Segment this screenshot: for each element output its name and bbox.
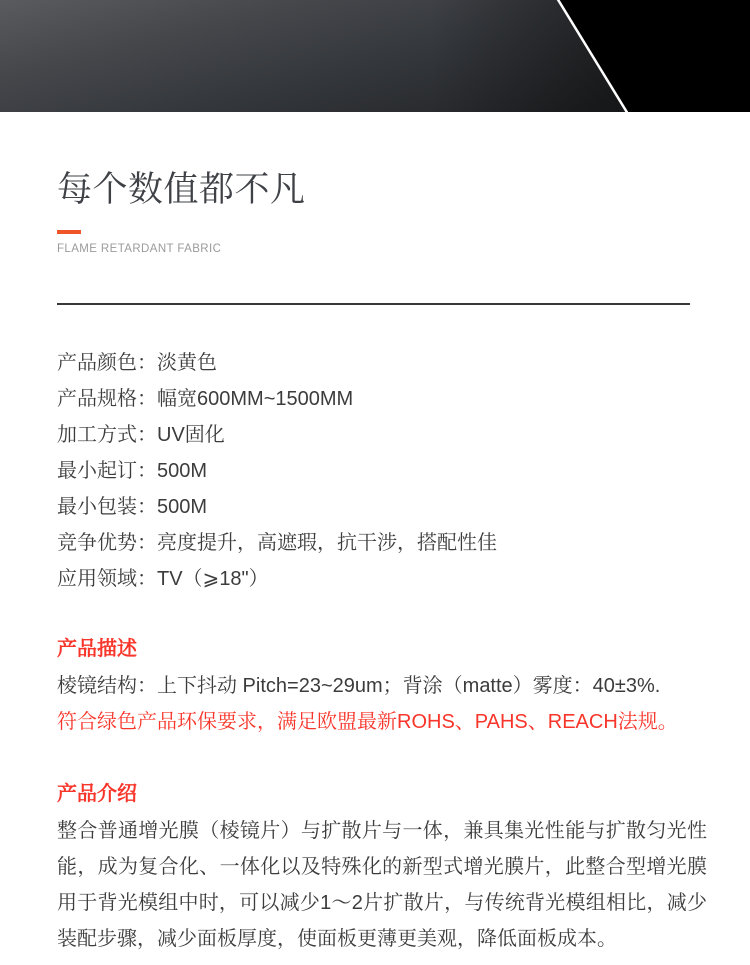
spec-value: 500M — [157, 495, 208, 518]
page-subtitle: FLAME RETARDANT FABRIC — [57, 243, 222, 255]
spec-label: 最小包装： — [57, 495, 157, 518]
spec-label: 最小起订： — [57, 459, 157, 482]
introduction-heading: 产品介绍 — [57, 782, 137, 805]
product-description-section — [57, 635, 707, 740]
description-heading: 产品描述 — [57, 637, 137, 660]
spec-row-application — [57, 561, 707, 597]
spec-value: 淡黄色 — [157, 351, 217, 374]
spec-row-size — [57, 381, 707, 417]
accent-bar — [57, 230, 81, 234]
spec-row-advantage — [57, 525, 707, 561]
spec-row-min-order — [57, 453, 707, 489]
spec-list — [57, 345, 707, 597]
prism-structure-line: 棱镜结构：上下抖动 Pitch=23~29um；背涂（matte）雾度：40±3%. — [57, 674, 661, 697]
content-area — [0, 170, 750, 957]
hero-product-photo — [0, 0, 750, 112]
spec-label: 产品规格： — [57, 387, 157, 410]
spec-label: 产品颜色： — [57, 351, 157, 374]
spec-label: 竞争优势： — [57, 531, 157, 554]
spec-value: 亮度提升，高遮瑕，抗干涉，搭配性佳 — [157, 531, 497, 554]
spec-row-min-package — [57, 489, 707, 525]
spec-label: 加工方式： — [57, 423, 157, 446]
spec-row-color — [57, 345, 707, 381]
spec-value: 幅宽600MM~1500MM — [157, 387, 354, 410]
section-divider — [57, 303, 690, 305]
spec-value: UV固化 — [157, 423, 225, 446]
introduction-paragraph: 整合普通增光膜（棱镜片）与扩散片与一体，兼具集光性能与扩散匀光性能，成为复合化、一体化以及特殊化的新型式增光膜片，此整合型增光膜用于背光模组中时，可以减少1～2片扩散片，与传统背光模组相比，减少装配步骤，减少面板厚度，使面板更薄更美观，降低面板成本。 — [57, 819, 707, 950]
spec-value: 500M — [157, 459, 208, 482]
hero-banner — [0, 0, 750, 112]
page-title: 每个数值都不凡 — [57, 170, 306, 209]
product-introduction-section — [57, 780, 707, 957]
spec-row-process — [57, 417, 707, 453]
spec-label: 应用领域： — [57, 567, 157, 590]
spec-value: TV（⩾18"） — [157, 567, 269, 590]
compliance-line: 符合绿色产品环保要求，满足欧盟最新ROHS、PAHS、REACH法规。 — [57, 710, 678, 733]
